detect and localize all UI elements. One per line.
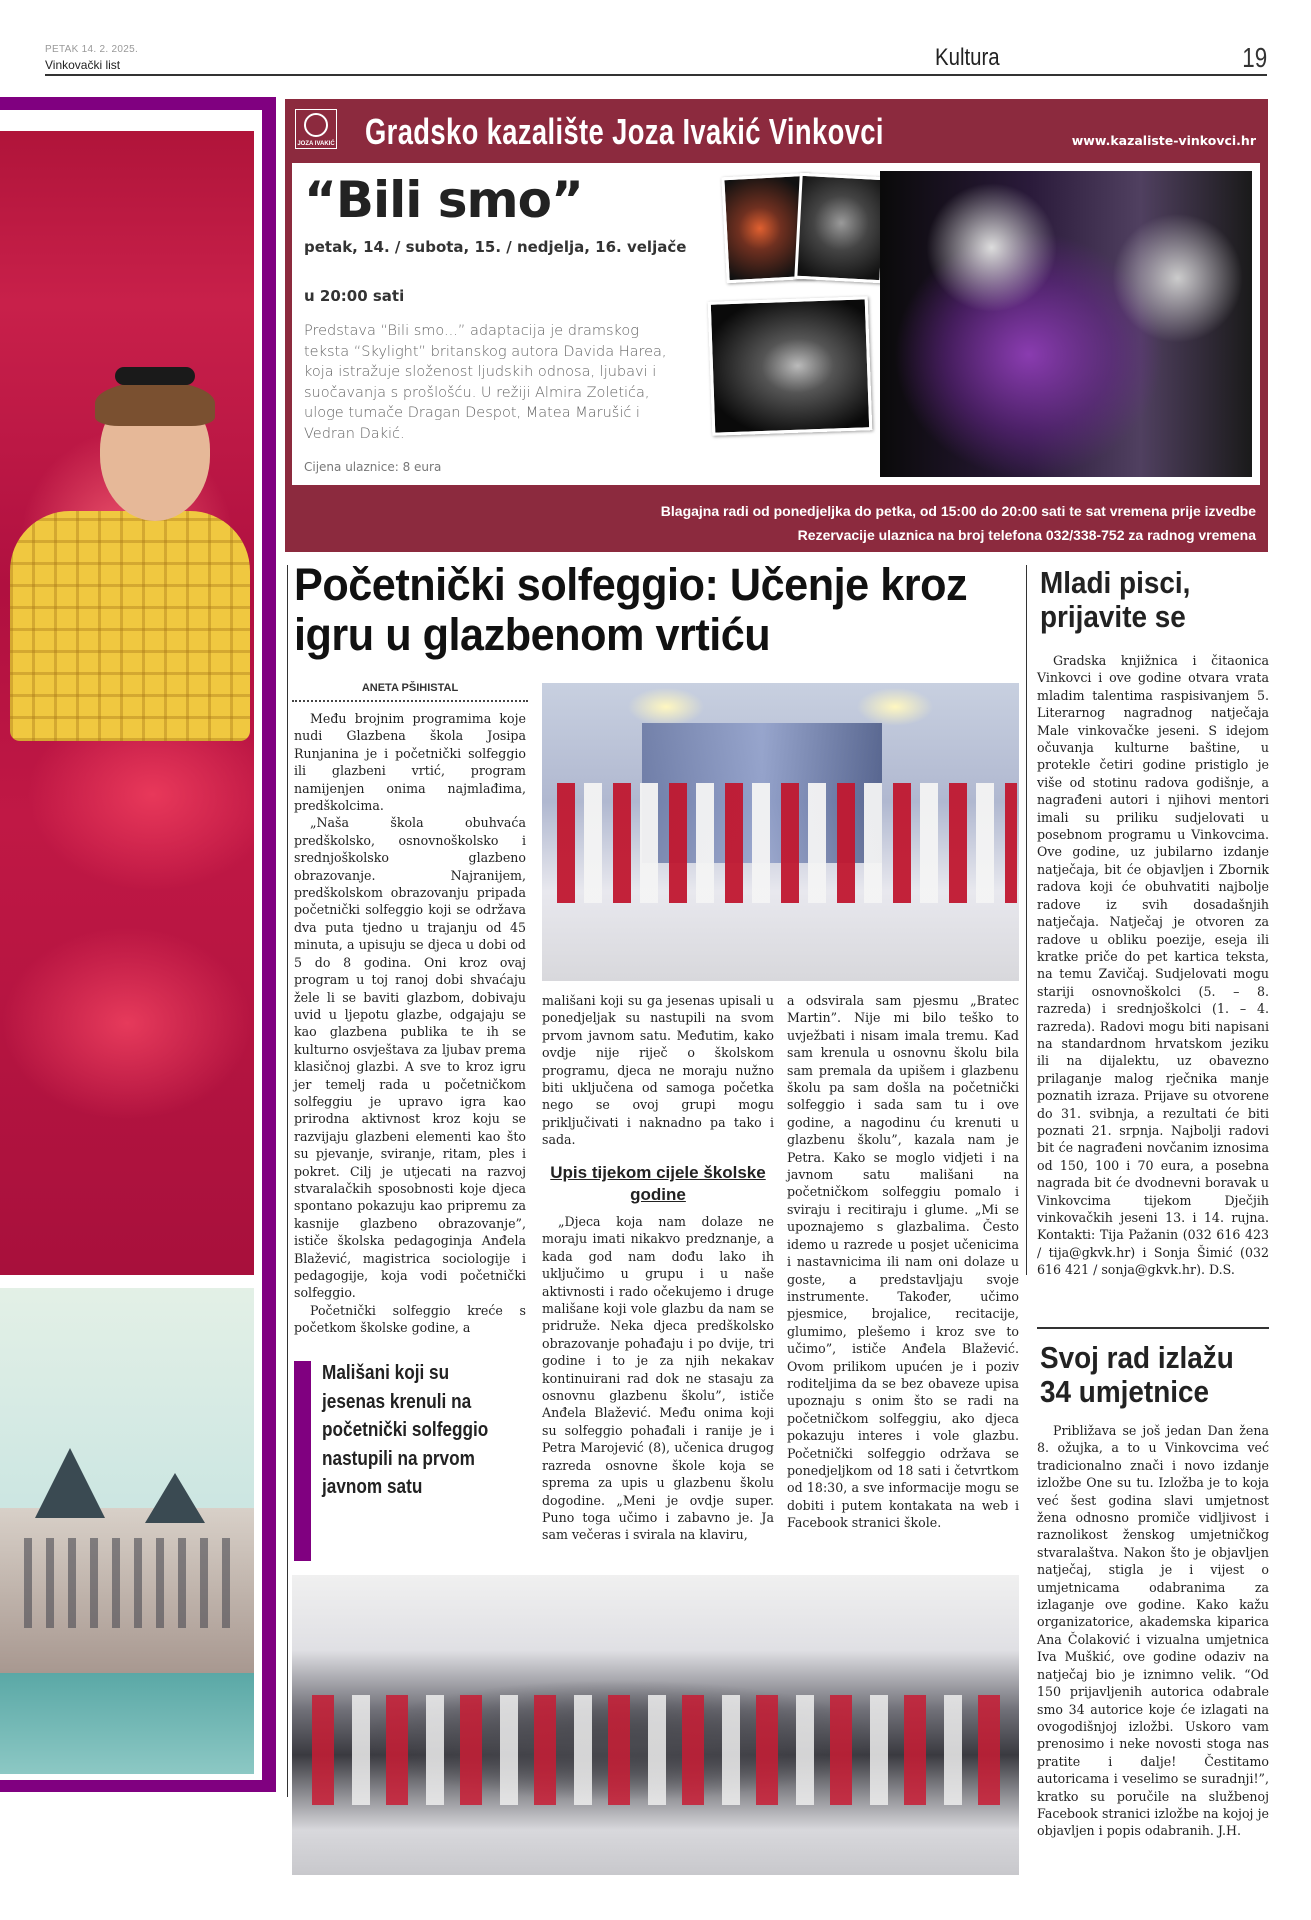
left-photo-frame — [0, 97, 276, 1792]
children-group — [557, 783, 1017, 903]
town-square-photo — [0, 1288, 254, 1774]
show-description: Predstava “Bili smo...” adaptacija je dramskog teksta “Skylight” britanskog autora Davida Harea, koja istražuje složenost ljudskih odnosa, ljubavi i suočavanja s prošlošću. U režiji Almira Zoletića, uloge tumače Dragan Despot, Matea Marušić i Vedran Dakić. — [304, 323, 667, 442]
paragraph: Početnički solfeggio kreće s početkom školske godine, a — [294, 1302, 526, 1336]
article-headline: Početnički solfeggio: Učenje kroz igru u glazbenom vrtiću — [294, 559, 968, 660]
theater-seats-photo — [0, 131, 254, 1275]
theater-website-link[interactable]: www.kazaliste-vinkovci.hr — [1071, 133, 1256, 148]
paragraph: Približava se još jedan Dan žena 8. ožujka, a to u Vinkovcima već tradicionalno znači i novo izdanje izložbe One su tu. Izložba je to koja već šest godina slavi umjetnost žena odnosno promiče vidljivost i raznolikost ženskog umjetničkog stvaralaštva. Nakon što je objavljen natječaj, stigla je i vijest o umjetnicama odabranima za izlaganje ove godine. Kako kažu organizatorice, akademska kiparica Ana Čolaković i vizualna umjetnica Iva Muškić, ove godine odaziv na natječaj bio je iznimno velik. “Od 150 prijavljenih autorica odabrale smo 34 autorice koje će izlagati na ovogodišnjoj izložbi. Uskoro vam prenosimo i neke novosti stoga nas pratite i dalje! Čestitamo autoricama i veselimo se suradnji!”, kratko su poručile na službenoj Facebook stranici izložbe na kojoj je objavljen i popis odabranih. J.H. — [1037, 1423, 1269, 1839]
pull-quote-text: Mališani koji su jesenas krenuli na početnički solfeggio nastupili na prvom javnom satu — [322, 1362, 489, 1498]
plaid-shirt — [10, 511, 250, 741]
article-column-3 — [787, 992, 1019, 1532]
logo-text: JOZA IVAKIĆ — [297, 141, 335, 147]
paragraph: Među brojnim programima koje nudi Glazbena škola Josipa Runjanina je i početnički solfeggio ili glazbeni vrtić, program namijenjen onima najmlađima, predškolcima. — [294, 711, 526, 814]
show-main-photo — [880, 171, 1252, 477]
tower-roof — [145, 1473, 205, 1523]
audience-photo — [292, 1575, 1019, 1875]
pull-quote-bar — [294, 1361, 311, 1561]
show-photo — [708, 296, 873, 436]
article-divider — [1037, 1327, 1269, 1329]
paragraph: Gradska knjižnica i čitaonica Vinkovci i ove godine otvara vrata mladim talentima raspisivanjem 5. Literarnog nagradnog natječaja Male vinkovačke jeseni. S idejom očuvanja kulturne baštine, u protekle četiri godine pristiglo je više od stotinu radova godišnje, a nagrađeni autori i njihovi mentori imali su priliku sudjelovati u posebnom programu u Vinkovcima. Ove godine, uz jubilarno izdanje natječaja, bit će objavljen i Zbornik radova koji će obuhvatiti najbolje radove iz svih dosadašnjih natječaja. Natječaj je otvoren za radove u obliku poezije, eseja ili kratke priče do pet kartica teksta, na temu Zavičaj. Sudjelovati mogu stariji osnovnoškolci (5. – 8. razreda) i srednjoškolci (1. – 4. razreda). Radovi mogu biti napisani na standardnom hrvatskom jeziku ili na dijalektu, uz obavezno prilaganje malog rječnika manje poznatih izraza. Prijave su otvorene do 31. svibnja, a rezultati će biti poznati 21. srpnja. Najbolji radovi bit će nagrađeni novčanim iznosima od 150, 100 i 70 eura, a posebna nagrada bit će dvodnevni boravak u Vinkovcima tijekom Dječjih vinkovačkih jeseni 13. i 14. rujna. Kontakti: Tija Pažanin (032 616 423 / tija@gkvk.hr) i Sonja Šimić (032 616 421 / sonja@gkvk.hr). D.S. — [1037, 653, 1269, 1278]
page-number: 19 — [1242, 42, 1267, 73]
section-title: Kultura — [935, 44, 1000, 71]
reservation-info: Rezervacije ulaznica na broj telefona 032/338-752 za radnog vremena — [797, 527, 1256, 543]
show-title: “Bili smo” — [304, 171, 583, 229]
paragraph: „Djeca koja nam dolaze ne moraju imati nikakvo predznanje, a kada god nam dođu lako ih uključimo u grupu i u naše aktivnosti i rado očekujemo i druge mališane koji vole glazbu da nam se pridruže. Neka djeca predškolsko obrazovanje pohađaju i po dvije, tri godine i to je za njih nekakav kontinuirani rad dok ne stasaju za osnovnu glazbenu školu”, ističe Anđela Blažević. Među onima koji su solfeggio pohađali i ranije je i Petra Marojević (8), učenica drugog razreda osnovne škole koja se sprema za upis u glazbenu školu dogodine. „Meni je ovdje super. Puno toga učimo i zabavno je. Ja sam večeras i svirala na klaviru, — [542, 1214, 774, 1543]
column-divider — [1026, 565, 1027, 1275]
tower-roof — [35, 1448, 105, 1518]
pull-quote — [294, 1361, 524, 1565]
show-time: u 20:00 sati — [304, 287, 405, 305]
theater-advertisement — [285, 99, 1268, 552]
building-windows — [10, 1538, 244, 1628]
show-photo — [794, 173, 887, 283]
side-article-body — [1037, 652, 1269, 1279]
article-column-1 — [294, 710, 526, 1337]
issue-date: PETAK 14. 2. 2025. — [45, 44, 139, 55]
paragraph: mališani koji su ga jesenas upisali u ponedjeljak su nastupili na svom prvom javnom satu. Međutim, kako ovdje nije riječ o školskom programu, djeca ne moraju nužno biti uključena od samoga početka nego se ovoj grupi mogu priključivati i naknadno pa tako i sada. — [542, 993, 774, 1148]
left-photo-frame-inner — [0, 110, 262, 1780]
author-byline: ANETA PŠIHISTAL — [361, 682, 459, 694]
column-divider — [287, 565, 288, 1797]
paragraph: a odsvirala sam pjesmu „Bratec Martin”. Nije mi bilo teško to uvježbati i nisam imala tremu. Kad sam krenula u osnovnu školu bila sam premala da upišem i glazbenu školu pa sam došla na početnički solfeggio i sada sam tu i ove godine, a nagodinu ću krenuti u glazbenu školu”, kazala nam je Petra. Kako se moglo vidjeti i na javnom satu mališani na početničkom solfeggiu pomalo i sviraju i recitiraju i glume. „Mi se upoznajemo s glazbalima. Često idemo u razrede u posjet učenicima i nastavnicima ili nam oni dolaze u goste, a predstavljaju svoje instrumente. Također, učimo pjesmice, brojalice, recitacije, glumimo, plešemo i kroz sve to učimo”, ističe Anđela Blažević. Ovom prilikom upućen je i poziv roditeljima da se bez obaveze upisa upoznaju s onim što se radi na početničkom solfeggiu, ako djeca pokazuju interes i vole glazbu. Početnički solfeggio održava se ponedjeljkom od 18 sati i četvrtkom od 18:30, a sve informacije mogu se dobiti i putem kontakata na web i Facebook stranici škole. — [787, 993, 1019, 1531]
page-header — [45, 44, 1267, 76]
article-subheading: Upis tijekom cijele školske godine — [550, 1163, 766, 1204]
man-in-plaid-shirt — [0, 381, 250, 781]
article-column-2 — [542, 992, 774, 1149]
box-office-hours: Blagajna radi od ponedjeljka do petka, od 15:00 do 20:00 sati te sat vremena prije izvedbe — [660, 503, 1256, 519]
ticket-price: Cijena ulaznice: 8 eura — [304, 460, 442, 474]
newspaper-name: Vinkovački list — [45, 58, 121, 72]
article-column-2-body — [542, 1213, 774, 1544]
children-performing-photo — [542, 683, 1019, 981]
theater-logo-icon — [295, 109, 337, 149]
ad-body — [292, 163, 1260, 485]
masks-icon — [304, 113, 328, 137]
show-dates: petak, 14. / subota, 15. / nedjelja, 16. veljače — [304, 238, 687, 256]
side-article-body — [1037, 1422, 1269, 1840]
sunglasses-icon — [115, 367, 195, 385]
hair — [95, 381, 215, 426]
children-seated — [312, 1695, 1002, 1805]
ad-title: Gradsko kazalište Joza Ivakić Vinkovci — [365, 111, 884, 152]
square-pavement — [0, 1673, 254, 1774]
side-article-headline: Svoj rad izlažu 34 umjetnice — [1040, 1340, 1234, 1409]
paragraph: „Naša škola obuhvaća predškolsko, osnovnoškolsko i srednjoškolsko glazbeno obrazovanje. Najranijem, predškolskom obrazovanju pripada početnički solfeggio koji se održava dva puta tjedno u trajanju od 45 minuta, a upisuju se djeca u dobi od 5 do 8 godina. Oni kroz ovaj program u toj ranoj dobi shvaćaju žele li se baviti glazbom, dobivaju uvid u ljepotu glazbe, odgajaju se kao glazbena publika te ih se kulturno osvještava za ljubav prema klasičnoj glazbi. A sve to kroz igru jer temelj rada u početničkom solfeggiu je upravo igra kao prirodna aktivnost kroz koju se razvijaju glazbeni elementi kao što su pjevanje, sviranje, ritam, ples i pokret. Cilj je utjecati na razvoj stvaralačkih sposobnosti koje djeca spontano pokazuju kao pripremu za kasnije glazbeno obrazovanje”, ističe školska pedagoginja Anđela Blažević, magistrica sociologije i pedagogije, koja vodi početnički solfeggio. — [294, 815, 526, 1301]
side-article-headline: Mladi pisci, prijavite se — [1040, 565, 1191, 634]
byline-divider — [292, 700, 528, 702]
